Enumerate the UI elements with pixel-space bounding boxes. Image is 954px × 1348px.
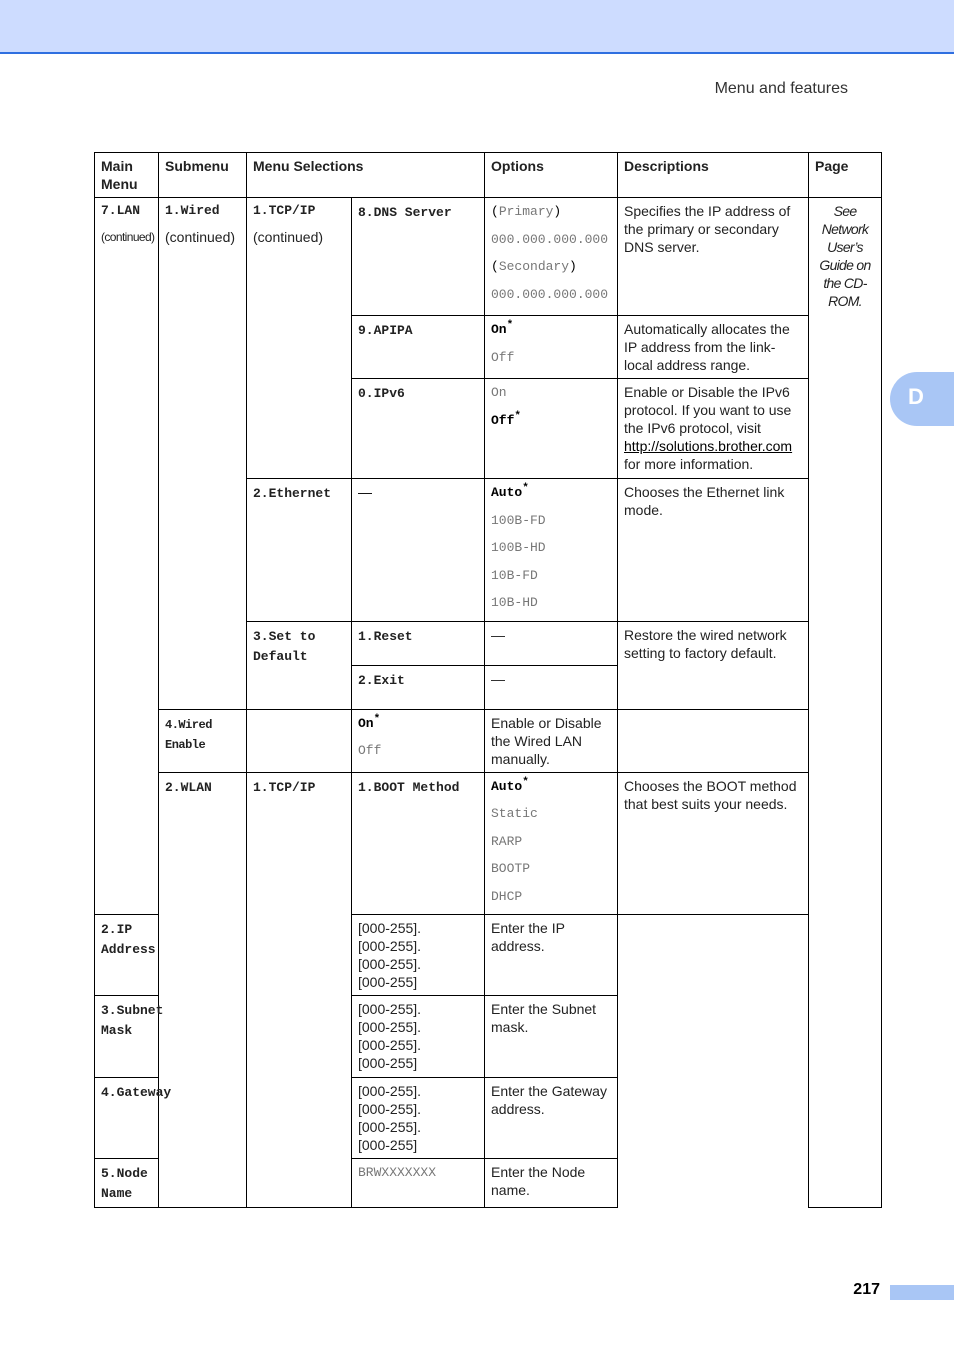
col-page: Page <box>809 153 882 198</box>
ip-address-description: Enter the IP address. <box>485 915 618 996</box>
ipv6-description-tail: for more information. <box>624 456 754 472</box>
boot-method-cell <box>352 772 485 915</box>
wlan-tcpip-cell <box>247 772 352 1208</box>
ip-range-4: [000-255] <box>358 974 418 990</box>
gateway-range-2: [000-255]. <box>358 1101 422 1117</box>
apipa-option-on: On <box>491 322 507 337</box>
submenu-wlan-cell <box>159 772 247 1208</box>
ip-range-3: [000-255]. <box>358 956 422 972</box>
gateway-range-4: [000-255] <box>358 1137 418 1153</box>
default-marker: * <box>522 776 529 789</box>
subnet-range-4: [000-255] <box>358 1055 418 1071</box>
page-number-bar <box>890 1285 954 1300</box>
dns-secondary-label: Secondary <box>498 259 570 274</box>
ethernet-option-10b-hd: 10B-HD <box>491 595 538 610</box>
reset-label: 1.Reset <box>358 628 413 644</box>
gateway-description: Enter the Gateway address. <box>485 1078 618 1159</box>
selection-cell <box>247 198 352 479</box>
exit-option-cell <box>485 665 618 709</box>
dns-description: Specifies the IP address of the primary or secondary DNS server. <box>618 198 809 316</box>
section-title: Menu and features <box>714 80 848 97</box>
ipv6-options-cell <box>485 379 618 479</box>
submenu-cell <box>159 198 247 710</box>
ip-range-1: [000-255]. <box>358 920 422 936</box>
subnet-description: Enter the Subnet mask. <box>485 996 618 1078</box>
chapter-tab <box>890 372 954 426</box>
reset-option-cell <box>485 621 618 665</box>
ethernet-cell <box>247 479 352 622</box>
continued-label: (continued) <box>101 230 155 244</box>
ipv6-option-on: On <box>491 385 507 400</box>
exit-cell <box>352 665 485 709</box>
col-descriptions: Descriptions <box>618 153 809 198</box>
chapter-tab-letter: D <box>908 384 924 409</box>
dns-server-label: 8.DNS Server <box>358 205 452 220</box>
apipa-cell <box>352 316 485 379</box>
ethernet-description: Chooses the Ethernet link mode. <box>618 479 809 622</box>
boot-option-dhcp: DHCP <box>491 888 523 904</box>
continued-label: (continued) <box>253 229 324 245</box>
boot-description: Chooses the BOOT method that best suits your needs. <box>618 772 809 915</box>
boot-option-auto: Auto <box>491 778 523 794</box>
ipv6-description-cell <box>618 379 809 479</box>
selection-tcpip: 1.TCP/IP <box>253 203 316 218</box>
wired-enable-empty-cell <box>247 709 352 772</box>
dns-options-cell: (Primary) 000.000.000.000 (Secondary) 000.000.000.000 <box>485 198 618 316</box>
page-number: 217 <box>853 1281 880 1298</box>
ethernet-option-10b-fd: 10B-FD <box>491 567 538 583</box>
dns-secondary-value: 000.000.000.000 <box>491 286 609 302</box>
subnet-cell <box>95 996 164 1078</box>
col-options: Options <box>485 153 618 198</box>
default-marker: * <box>514 410 522 423</box>
ipv6-description: Enable or Disable the IPv6 protocol. If you want to use the IPv6 protocol, visit <box>624 384 792 436</box>
apipa-label: 9.APIPA <box>358 323 413 338</box>
ethernet-label: 2.Ethernet <box>253 486 332 501</box>
subnet-range-2: [000-255]. <box>358 1019 422 1035</box>
ipv6-cell <box>352 379 485 479</box>
apipa-options-cell <box>485 316 618 379</box>
gateway-range-3: [000-255]. <box>358 1119 422 1135</box>
col-menu-selections: Menu Selections <box>247 153 485 198</box>
table-row <box>95 198 882 316</box>
ip-address-range-cell <box>352 915 485 996</box>
ethernet-option-100b-hd: 100B-HD <box>491 540 546 555</box>
gateway-label: 4.Gateway <box>101 1085 172 1100</box>
gateway-cell <box>95 1078 172 1159</box>
node-name-label: 5.Node Name <box>101 1166 148 1201</box>
dns-primary-value: 000.000.000.000 <box>491 231 609 247</box>
wired-enable-cell <box>159 709 247 772</box>
wired-enable-label: 4.Wired Enable <box>165 717 212 752</box>
continued-label: (continued) <box>165 229 236 245</box>
subnet-label: 3.Subnet Mask <box>101 1003 164 1038</box>
reset-option: — <box>491 626 505 643</box>
wired-enable-options-cell <box>352 709 485 772</box>
subnet-range-cell <box>352 996 485 1078</box>
ip-address-cell <box>95 915 159 996</box>
exit-label: 2.Exit <box>358 672 405 688</box>
ipv6-option-off: Off <box>491 412 515 428</box>
subnet-range-1: [000-255]. <box>358 1001 422 1017</box>
reset-cell <box>352 621 485 665</box>
submenu-wlan: 2.WLAN <box>165 779 212 795</box>
page-reference: See Network User’s Guide on the CD-ROM. <box>809 198 882 1208</box>
subnet-range-3: [000-255]. <box>358 1037 422 1053</box>
main-menu-cell <box>95 198 159 915</box>
wired-enable-option-off: Off <box>358 743 382 758</box>
ip-range-2: [000-255]. <box>358 938 422 954</box>
ethernet-option-auto: Auto <box>491 485 523 500</box>
col-main-menu: Main Menu <box>95 153 159 198</box>
solutions-link[interactable]: http://solutions.brother.com <box>624 438 793 454</box>
table-row <box>95 709 882 772</box>
exit-option: — <box>491 670 505 687</box>
table-row <box>95 772 882 915</box>
table-header-row <box>95 153 882 198</box>
default-marker: * <box>373 713 381 726</box>
boot-options-cell <box>485 772 618 915</box>
ethernet-options-cell <box>485 479 618 622</box>
ip-address-label: 2.IP Address <box>101 922 156 957</box>
menu-table <box>94 152 882 1208</box>
ethernet-option-100b-fd: 100B-FD <box>491 512 546 528</box>
set-default-cell <box>247 621 352 709</box>
wired-enable-description: Enable or Disable the Wired LAN manually. <box>485 709 618 772</box>
apipa-option-off: Off <box>491 349 515 365</box>
dns-server-cell <box>352 198 485 316</box>
node-name-description: Enter the Node name. <box>485 1159 618 1208</box>
node-name-value-cell <box>352 1159 485 1208</box>
apipa-description: Automatically allocates the IP address from the link-local address range. <box>618 316 809 379</box>
default-marker: * <box>522 482 529 495</box>
node-name-cell <box>95 1159 159 1208</box>
main-menu-lan: 7.LAN <box>101 203 141 218</box>
ipv6-label: 0.IPv6 <box>358 386 405 401</box>
wlan-tcpip: 1.TCP/IP <box>253 779 316 795</box>
node-name-value: BRWXXXXXXX <box>358 1165 437 1180</box>
ethernet-selection-cell <box>352 479 485 622</box>
wired-enable-option-on: On <box>358 715 374 731</box>
submenu-wired: 1.Wired <box>165 203 220 218</box>
boot-method-label: 1.BOOT Method <box>358 779 460 795</box>
ethernet-selection: — <box>358 484 372 500</box>
boot-option-bootp: BOOTP <box>491 861 531 876</box>
col-submenu: Submenu <box>159 153 247 198</box>
gateway-range-cell <box>352 1078 485 1159</box>
boot-option-rarp: RARP <box>491 833 523 849</box>
boot-option-static: Static <box>491 806 538 821</box>
top-header-bar <box>0 0 954 54</box>
dns-primary-label: Primary <box>498 204 554 219</box>
default-marker: * <box>506 319 514 332</box>
set-default-label: 3.Set to Default <box>253 628 316 664</box>
gateway-range-1: [000-255]. <box>358 1083 422 1099</box>
set-default-description: Restore the wired network setting to factory default. <box>618 621 809 709</box>
